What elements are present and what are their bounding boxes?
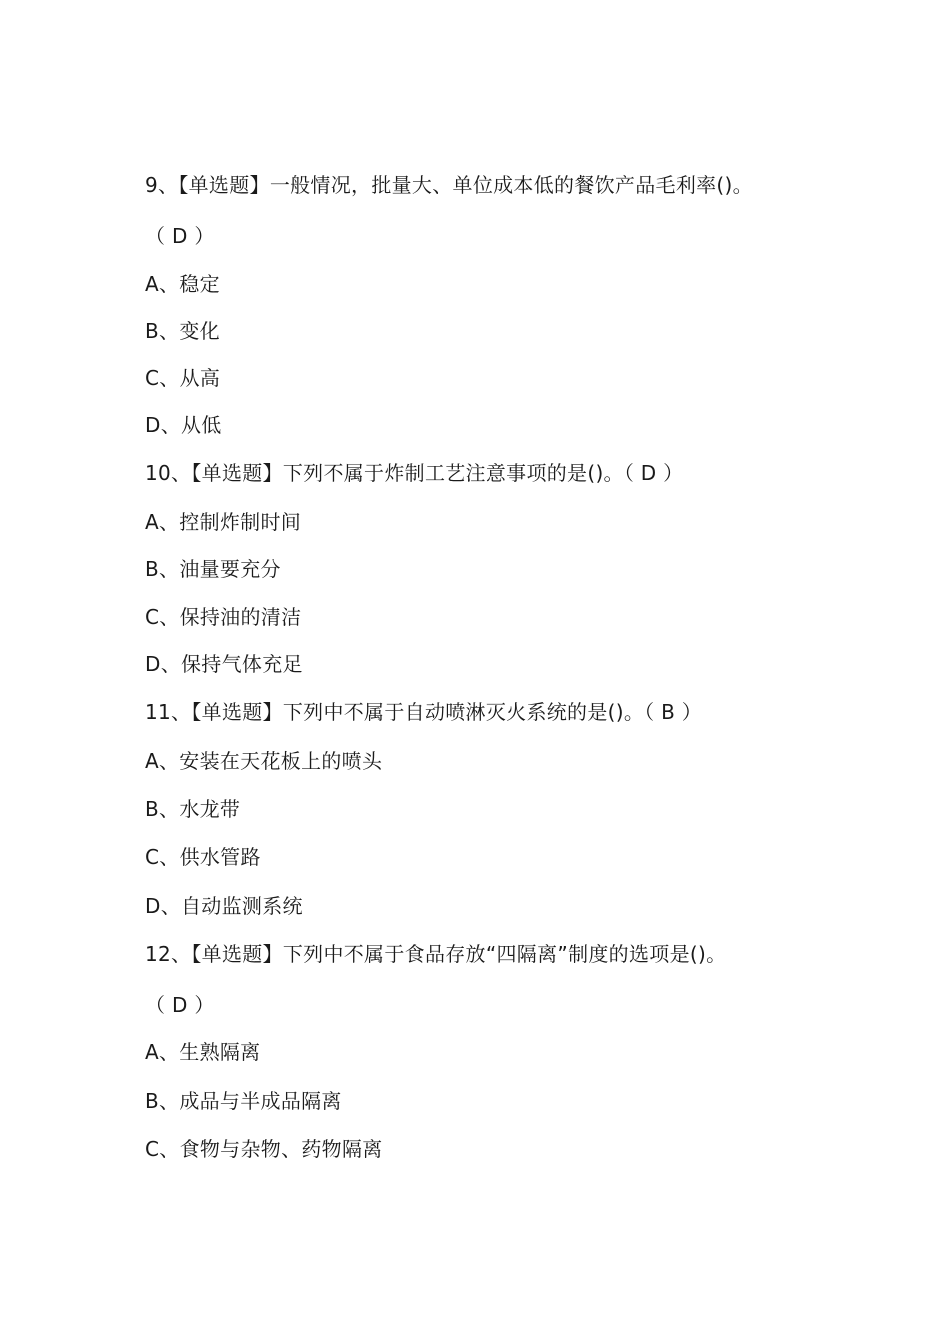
question-12-option-b: B、成品与半成品隔离: [145, 1089, 342, 1113]
question-11-stem: 11、【单选题】下列中不属于自动喷淋灭火系统的是()。（ B ）: [145, 700, 703, 724]
question-9-stem: 9、【单选题】一般情况，批量大、单位成本低的餐饮产品毛利率()。: [145, 173, 753, 197]
question-10-option-d: D、保持气体充足: [145, 652, 303, 676]
question-9-option-a: A、稳定: [145, 272, 220, 296]
question-11-option-d: D、自动监测系统: [145, 894, 303, 918]
question-10-option-a: A、控制炸制时间: [145, 510, 302, 534]
question-12-option-a: A、生熟隔离: [145, 1040, 261, 1064]
question-9-option-b: B、变化: [145, 319, 220, 343]
question-11-option-c: C、供水管路: [145, 845, 261, 869]
question-9-answer: （ D ）: [145, 224, 215, 248]
question-12-answer: （ D ）: [145, 993, 215, 1017]
question-9-option-d: D、从低: [145, 413, 222, 437]
question-12-option-c: C、食物与杂物、药物隔离: [145, 1137, 383, 1161]
question-9-option-c: C、从高: [145, 366, 221, 390]
question-11-option-b: B、水龙带: [145, 797, 241, 821]
question-10-stem: 10、【单选题】下列不属于炸制工艺注意事项的是()。（ D ）: [145, 461, 684, 485]
question-10-option-c: C、保持油的清洁: [145, 605, 302, 629]
question-10-option-b: B、油量要充分: [145, 557, 281, 581]
question-11-option-a: A、安装在天花板上的喷头: [145, 749, 383, 773]
question-12-stem: 12、【单选题】下列中不属于食品存放“四隔离”制度的选项是()。: [145, 942, 727, 966]
